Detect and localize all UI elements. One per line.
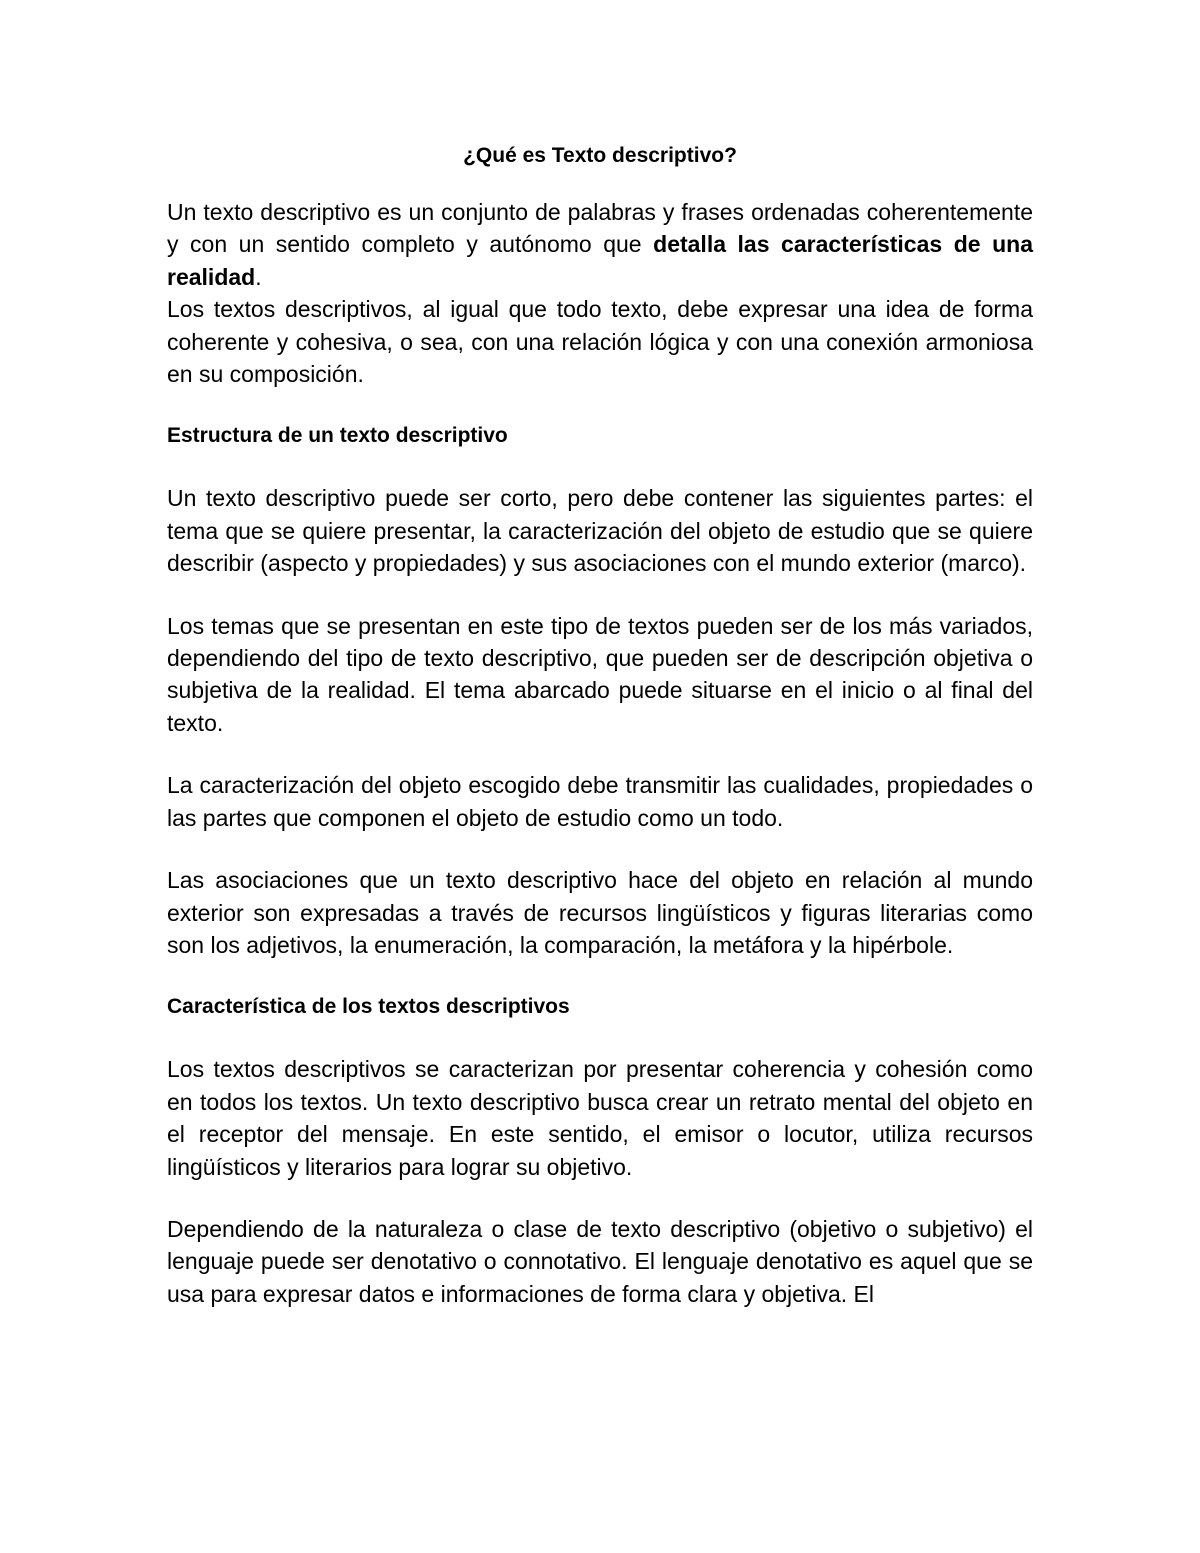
intro-paragraph [167, 196, 1033, 293]
section1-paragraph: Un texto descriptivo puede ser corto, pero debe contener las siguientes partes: el tema que se quiere presentar, la caracterización del objeto de estudio que se quiere describir (aspecto y propiedades) y sus asociaciones con el mundo exterior (marco). [167, 485, 1033, 577]
section-heading-estructura: Estructura de un texto descriptivo [167, 424, 508, 448]
section1-paragraph: Los temas que se presentan en este tipo de textos pueden ser de los más variados, dependiendo del tipo de texto descriptivo, que pueden ser de descripción objetiva o subjetiva de la realidad. El tema abarcado puede situarse en el inicio o al final del texto. [167, 612, 1033, 736]
section-heading-caracteristica: Característica de los textos descriptivos [167, 995, 570, 1019]
section2-paragraph: Dependiendo de la naturaleza o clase de texto descriptivo (objetivo o subjetivo) el lenguaje puede ser denotativo o connotativo. El lenguaje denotativo es aquel que se usa para expresar datos e informaciones de forma clara y objetiva. El [167, 1215, 1033, 1307]
section2-paragraph: Los textos descriptivos se caracterizan por presentar coherencia y cohesión como en todos los textos. Un texto descriptivo busca crear un retrato mental del objeto en el receptor del mensaje. En este sentido, el emisor o locutor, utiliza recursos lingüísticos y literarios para lograr su objetivo. [167, 1056, 1033, 1180]
intro-lead-text: Un texto descriptivo es un conjunto de palabras y frases ordenadas coherentemente y con un sentido completo y autónomo que [167, 199, 1033, 258]
section1-paragraph: La caracterización del objeto escogido debe transmitir las cualidades, propiedades o las partes que componen el objeto de estudio como un todo. [167, 772, 1033, 831]
intro-tail-text: . [255, 263, 262, 290]
section1-paragraph: Las asociaciones que un texto descriptivo hace del objeto en relación al mundo exterior son expresadas a través de recursos lingüísticos y figuras literarias como son los adjetivos, la enumeración, la comparación, la metáfora y la hipérbole. [167, 867, 1033, 958]
intro-paragraph-2: Los textos descriptivos, al igual que todo texto, debe expresar una idea de forma coherente y cohesiva, o sea, con una relación lógica y con una conexión armoniosa en su composición. [167, 296, 1033, 388]
document-title: ¿Qué es Texto descriptivo? [463, 144, 737, 167]
document-page [167, 140, 1033, 1310]
intro-bold-text: detalla las características de una realidad [167, 231, 1033, 290]
